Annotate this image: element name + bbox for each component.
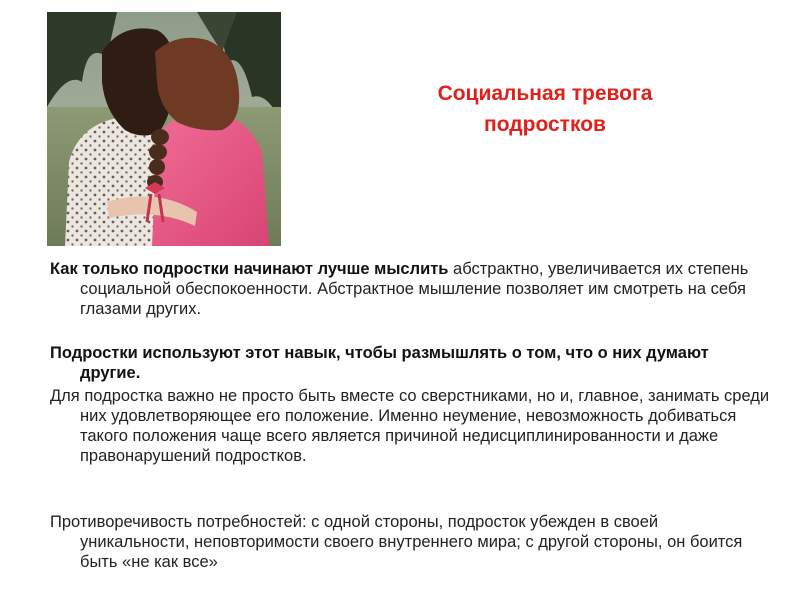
paragraph-peer-status [50, 386, 770, 466]
title-line-1: Социальная тревога [437, 82, 653, 105]
paragraph-skill-usage [50, 343, 770, 383]
paragraph-body: Для подростка важно не просто быть вместе со сверстниками, но и, главное, занимать среди них удовлетворяющее его положение. Именно неумение, невозможность добиваться такого положения чаще всего является причиной недисциплинированности и даже правонарушений подростков. [50, 387, 770, 465]
paragraph-abstract-thinking [50, 259, 770, 319]
photo-two-girls [47, 12, 281, 246]
paragraph-body: абстрактно, увеличивается их степень социальной обеспокоенности. Абстрактное мышление позволяет им смотреть на себя глазами других. [80, 260, 749, 318]
two-girls-embracing-icon [47, 12, 281, 246]
slide-title [390, 78, 700, 140]
paragraph-bold-lead: Как только подростки начинают лучше мыслить [50, 260, 449, 278]
paragraph-contradictory-needs [50, 512, 770, 572]
paragraph-body: Противоречивость потребностей: с одной стороны, подросток убежден в своей уникальности, неповторимости своего внутреннего мира; с другой стороны, он боится быть «не как все» [50, 513, 743, 571]
title-line-2: подростков [484, 113, 606, 136]
paragraph-bold-statement: Подростки используют этот навык, чтобы размышлять о том, что о них думают другие. [50, 344, 709, 382]
